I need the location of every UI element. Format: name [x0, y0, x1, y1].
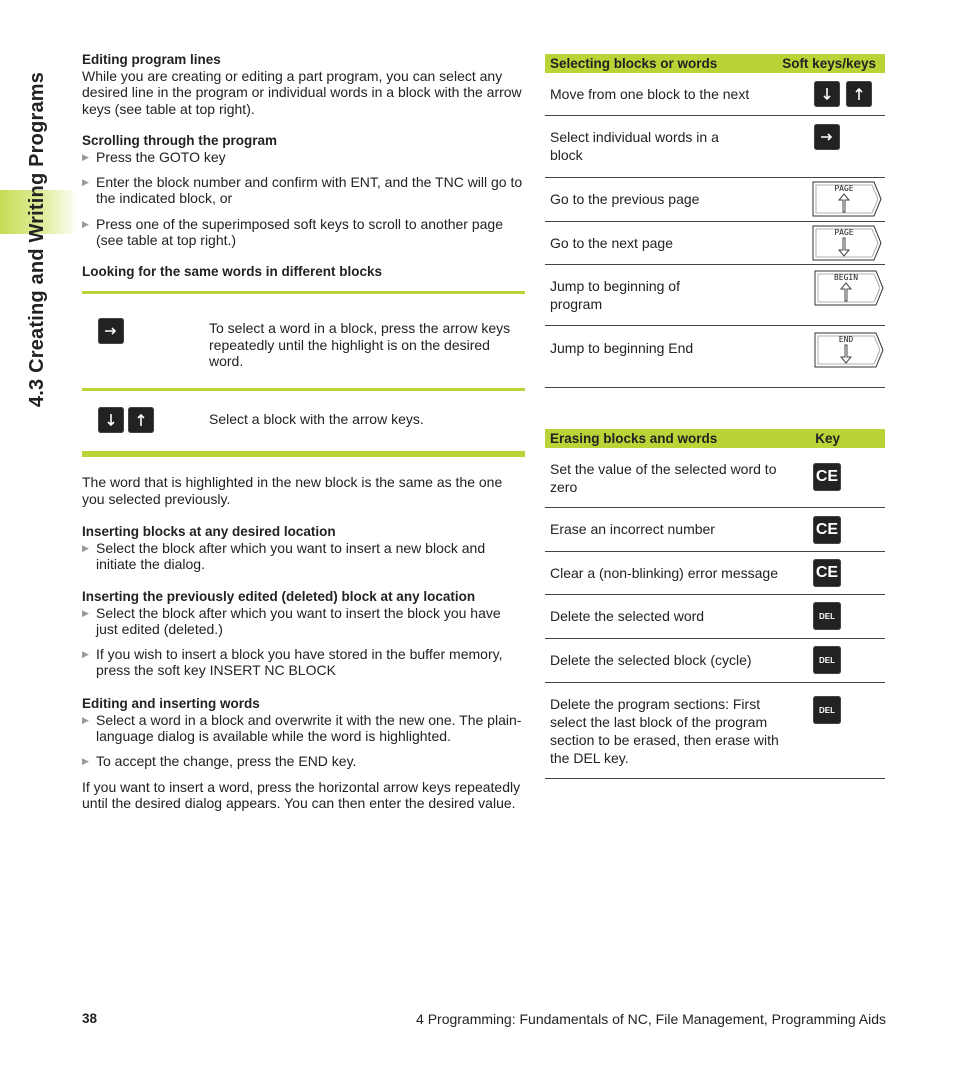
bullet-edit-1: ▶ Select a word in a block and overwrite it with the new one. The plain-language dialog is available while the word is highlighted.	[82, 712, 525, 745]
table-row	[545, 448, 885, 508]
heading-looking: Looking for the same words in different blocks	[82, 264, 383, 280]
table-row	[545, 639, 885, 683]
table1-row2-keys	[814, 124, 840, 150]
para-editing-words-closing: If you want to insert a word, press the horizontal arrow keys repeatedly until the desired dialog appears. You can then enter the desired value.	[82, 778, 521, 811]
heading-editing-lines: Editing program lines	[82, 52, 221, 67]
table2-col1-header: Erasing blocks and words	[550, 431, 718, 446]
table-row	[545, 683, 885, 779]
heading-inserting-blocks: Inserting blocks at any desired location	[82, 523, 336, 539]
table2-row3-text: Clear a (non-blinking) error message	[550, 565, 778, 581]
bullet-scroll-3: ▶ Press one of the superimposed soft keys to scroll to another page (see table at top right.)	[82, 216, 525, 249]
table-row	[545, 265, 885, 326]
block-select-text: Select a block with the arrow keys.	[209, 411, 424, 428]
table2-row5-key	[813, 646, 841, 674]
page-up-softkey-label: PAGE	[834, 184, 854, 193]
heading-scrolling: Scrolling through the program	[82, 132, 277, 148]
table1-row6-text: Jump to beginning End	[550, 340, 694, 356]
page-down-softkey-label: PAGE	[834, 228, 854, 237]
up-arrow-icon[interactable]	[846, 81, 872, 107]
word-select-row	[82, 291, 525, 388]
table2-row2-text: Erase an incorrect number	[550, 521, 715, 537]
table-row	[545, 326, 885, 388]
table1-col2-header: Soft keys/keys	[782, 56, 876, 71]
table-selecting-blocks	[545, 54, 885, 388]
right-arrow-icon[interactable]	[814, 124, 840, 150]
end-softkey-label: END	[838, 335, 854, 344]
del-key[interactable]: DEL	[813, 602, 841, 630]
word-select-text: To select a word in a block, press the arrow keys repeatedly until the highlight is on the desired word.	[209, 320, 511, 370]
table1-row1-keys	[814, 81, 872, 107]
table1-row2-text: Select individual words in a block	[550, 129, 719, 163]
table1-header	[545, 54, 885, 73]
page-number: 38	[82, 1011, 98, 1026]
up-down-arrow-keys	[98, 407, 154, 433]
right-arrow-key[interactable]	[98, 318, 124, 344]
table1-row4-text: Go to the next page	[550, 235, 673, 251]
begin-softkey-label: BEGIN	[833, 273, 859, 282]
table2-row4-key	[813, 602, 841, 630]
left-column	[82, 52, 525, 811]
para-highlight-note: The word that is highlighted in the new block is the same as the one you selected previously.	[82, 474, 503, 507]
table2-row4-text: Delete the selected word	[550, 608, 705, 624]
end-softkey[interactable]	[814, 332, 884, 368]
down-arrow-icon[interactable]	[814, 81, 840, 107]
page-down-softkey[interactable]	[812, 225, 882, 261]
table1-row3-text: Go to the previous page	[550, 191, 700, 207]
bullet-insert-1: ▶ Select the block after which you want to insert a new block and initiate the dialog.	[82, 540, 525, 573]
table2-header	[545, 429, 885, 448]
table-row	[545, 595, 885, 639]
bullet-edit-2: ▶ To accept the change, press the END key.	[82, 753, 525, 769]
table-row	[545, 552, 885, 595]
divider	[82, 451, 525, 457]
ce-key[interactable]: CE	[813, 516, 841, 544]
table1-row1-text: Move from one block to the next	[550, 86, 750, 102]
table2-row2-key	[813, 516, 841, 544]
table2-col2-header: Key	[815, 431, 840, 446]
heading-editing-words: Editing and inserting words	[82, 695, 260, 711]
ce-key[interactable]: CE	[813, 559, 841, 587]
up-arrow-icon[interactable]	[128, 407, 154, 433]
table2-row1-text: Set the value of the selected word to zero	[550, 461, 777, 495]
table2-row6-key	[813, 696, 841, 724]
table2-row3-key	[813, 559, 841, 587]
heading-inserting-prev: Inserting the previously edited (deleted) block at any location	[82, 588, 476, 604]
footer-chapter: 4 Programming: Fundamentals of NC, File Management, Programming Aids	[416, 1011, 886, 1027]
bullet-scroll-2: ▶ Enter the block number and confirm with ENT, and the TNC will go to the indicated block, or	[82, 174, 525, 207]
del-key[interactable]: DEL	[813, 696, 841, 724]
bullet-insert-prev-1: ▶ Select the block after which you want to insert the block you have just edited (deleted.)	[82, 605, 525, 638]
bullet-scroll-1: ▶ Press the GOTO key	[82, 149, 525, 165]
right-arrow-icon	[98, 318, 124, 344]
bullet-insert-prev-2: ▶ If you wish to insert a block you have stored in the buffer memory, press the soft key INSERT NC BLOCK	[82, 646, 525, 679]
para-editing-lines: While you are creating or editing a part program, you can select any desired line in the program or individual words in a block with the arrow keys (see table at top right).	[82, 68, 522, 117]
side-chapter-title	[20, 44, 56, 434]
block-select-row	[82, 388, 525, 451]
table-row	[545, 178, 885, 222]
table1-col1-header: Selecting blocks or words	[550, 56, 718, 71]
table-erasing-blocks	[545, 429, 885, 779]
table-row	[545, 222, 885, 265]
table-row	[545, 116, 885, 178]
table1-row5-text: Jump to beginning of program	[550, 278, 680, 312]
table-row	[545, 73, 885, 116]
page-up-softkey[interactable]	[812, 181, 882, 217]
del-key[interactable]: DEL	[813, 646, 841, 674]
table-row	[545, 508, 885, 552]
ce-key[interactable]: CE	[813, 463, 841, 491]
side-chapter-title-text: 4.3 Creating and Writing Programs	[26, 71, 49, 407]
table2-row5-text: Delete the selected block (cycle)	[550, 652, 752, 668]
table2-row1-key	[813, 463, 841, 491]
table2-row6-text: Delete the program sections: First select the last block of the program section to be erased, then erase with the DEL key.	[550, 696, 779, 766]
begin-softkey[interactable]	[814, 270, 884, 306]
down-arrow-icon[interactable]	[98, 407, 124, 433]
